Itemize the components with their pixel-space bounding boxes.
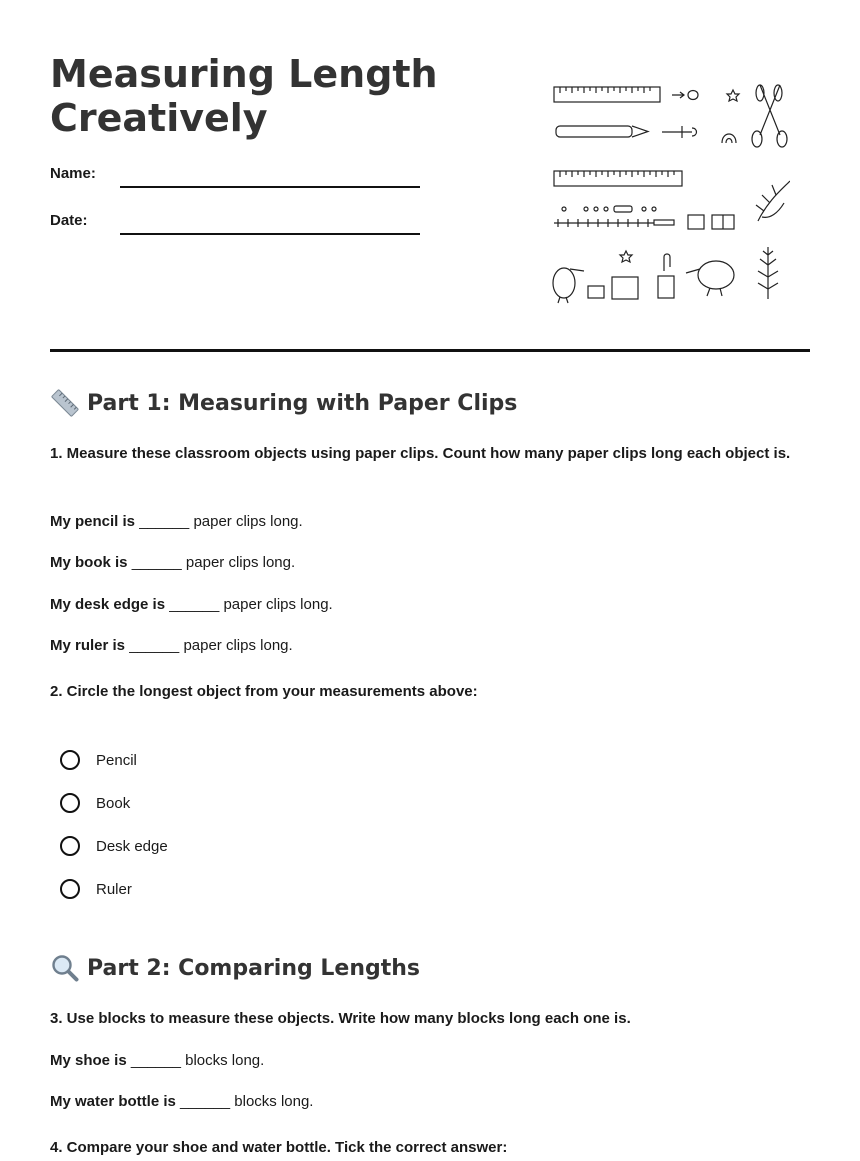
option-pencil-label: Pencil: [96, 751, 137, 769]
ruler-blank[interactable]: ______: [129, 637, 180, 654]
worksheet-page: [50, 0, 810, 1161]
water-bottle-tail: blocks long.: [234, 1093, 314, 1110]
option-pencil[interactable]: [60, 747, 137, 773]
part1-heading-text: Part 1: Measuring with Paper Clips: [87, 390, 518, 416]
header-divider: [50, 349, 810, 352]
shoe-line: [50, 1051, 264, 1071]
question-1: 1. Measure these classroom objects using paper clips. Count how many paper clips long each object is.: [50, 445, 791, 462]
pencil-lead: My pencil is: [50, 513, 136, 530]
desk-edge-tail: paper clips long.: [223, 596, 333, 613]
pencil-blank[interactable]: ______: [139, 513, 190, 530]
leaf-drawing: [756, 181, 790, 221]
book-lead: My book is: [50, 554, 128, 571]
pencil-tail: paper clips long.: [193, 513, 303, 530]
option-pencil-radio[interactable]: [60, 750, 80, 770]
square-block-drawing: [612, 277, 638, 299]
option-book-radio[interactable]: [60, 793, 80, 813]
part1-heading: [50, 388, 517, 418]
worksheet-title: Measuring Length Creatively: [50, 52, 438, 140]
water-bottle-blank[interactable]: ______: [180, 1093, 231, 1110]
ruler-line: [50, 636, 293, 656]
small-star-icon: [620, 251, 632, 262]
kiwi-bird-drawing: [553, 268, 584, 303]
part2-heading-text: Part 2: Comparing Lengths: [87, 955, 421, 981]
desk-edge-blank[interactable]: ______: [169, 596, 220, 613]
second-ruler-drawing: [554, 171, 682, 186]
option-book-label: Book: [96, 794, 131, 812]
question-3: 3. Use blocks to measure these objects. Write how many blocks long each one is.: [50, 1010, 631, 1027]
magnifier-icon: [50, 953, 80, 983]
measuring-tools-illustration: [550, 75, 790, 305]
water-bottle-lead: My water bottle is: [50, 1093, 176, 1110]
desk-edge-line: [50, 595, 333, 615]
fern-drawing: [758, 247, 778, 299]
ruler-drawing: [554, 87, 660, 102]
book-line: [50, 553, 295, 573]
ruler-icon: [50, 388, 80, 418]
name-label: Name:: [50, 165, 96, 182]
date-field: [50, 212, 420, 238]
name-field: [50, 165, 420, 191]
option-desk-edge-label: Desk edge: [96, 837, 168, 855]
question-2: 2. Circle the longest object from your measurements above:: [50, 683, 478, 700]
small-clip-drawing: [664, 254, 670, 271]
pencil-line: [50, 512, 303, 532]
shoe-blank[interactable]: ______: [130, 1052, 181, 1069]
date-blank-line[interactable]: [120, 233, 420, 235]
eraser-drawing: [658, 276, 674, 298]
second-kiwi-drawing: [686, 261, 734, 296]
paper-clip-drawing: [672, 91, 698, 100]
note-card-drawing: [588, 286, 604, 298]
shoe-tail: blocks long.: [185, 1052, 265, 1069]
option-ruler-label: Ruler: [96, 880, 132, 898]
name-blank-line[interactable]: [120, 186, 420, 188]
shoe-lead: My shoe is: [50, 1052, 127, 1069]
option-ruler-radio[interactable]: [60, 879, 80, 899]
beads-and-tape-drawing: [554, 206, 734, 229]
date-label: Date:: [50, 212, 88, 229]
option-book[interactable]: [60, 790, 130, 816]
part2-heading: [50, 953, 420, 983]
desk-edge-lead: My desk edge is: [50, 596, 166, 613]
pencil-drawing: [556, 126, 648, 137]
star-icon: [727, 90, 739, 101]
option-ruler[interactable]: [60, 876, 132, 902]
question-4: 4. Compare your shoe and water bottle. Tick the correct answer:: [50, 1139, 508, 1156]
option-desk-edge[interactable]: [60, 833, 168, 859]
scissors-drawing: [752, 85, 787, 147]
book-blank[interactable]: ______: [131, 554, 182, 571]
ruler-lead: My ruler is: [50, 637, 126, 654]
ruler-tail: paper clips long.: [183, 637, 293, 654]
magnet-drawing: [722, 134, 736, 143]
option-desk-edge-radio[interactable]: [60, 836, 80, 856]
water-bottle-line: [50, 1092, 313, 1112]
book-tail: paper clips long.: [185, 554, 296, 571]
push-pin-drawing: [662, 126, 697, 138]
